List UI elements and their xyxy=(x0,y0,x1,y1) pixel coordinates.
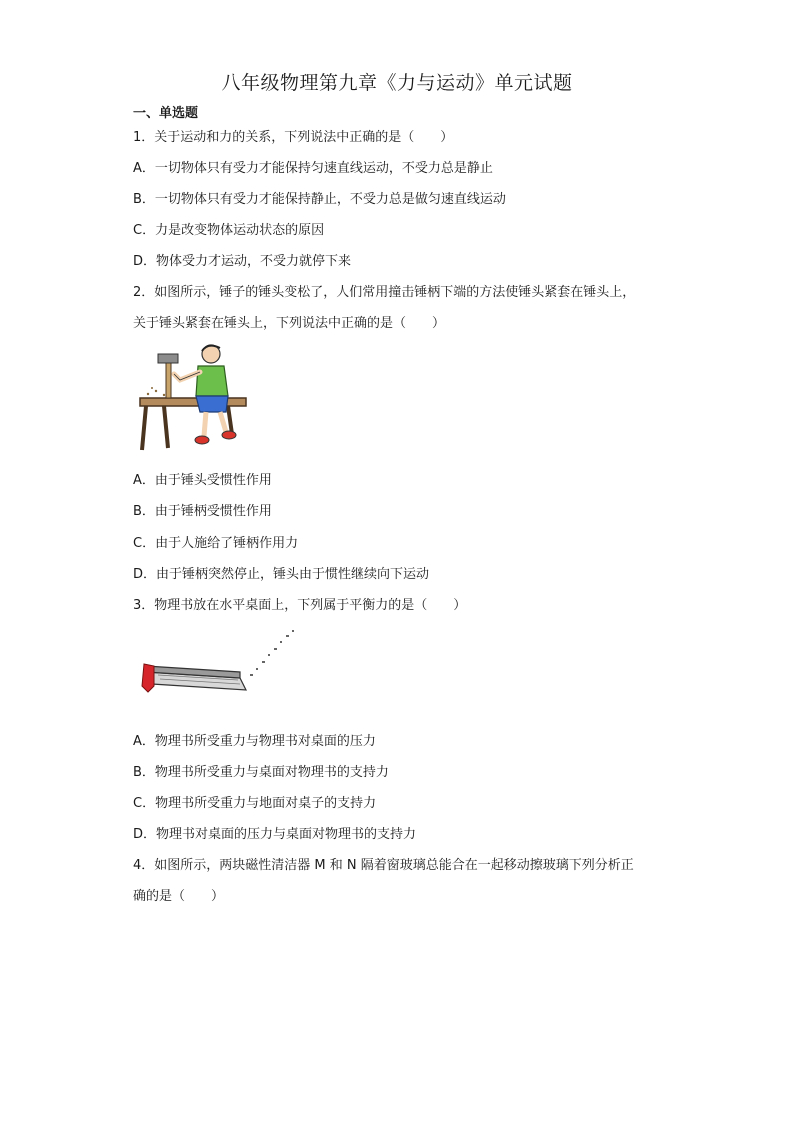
bench-top xyxy=(140,398,246,406)
question-2-option-d: D．由于锤柄突然停止，锤头由于惯性继续向下运动 xyxy=(133,567,430,582)
question-3-option-a: A．物理书所受重力与物理书对桌面的压力 xyxy=(133,734,376,749)
hammer-man-illustration xyxy=(134,342,252,454)
section-heading: 一、单选题 xyxy=(133,106,199,121)
bench-leg xyxy=(164,406,168,448)
question-2-option-b: B．由于锤柄受惯性作用 xyxy=(133,504,272,519)
question-3-stem: 3．物理书放在水平桌面上，下列属于平衡力的是（ ） xyxy=(133,598,467,613)
question-2-option-c: C．由于人施给了锤柄作用力 xyxy=(133,536,299,551)
question-2-stem-line-2: 关于锤头紧套在锤头上，下列说法中正确的是（ ） xyxy=(133,316,446,331)
question-4-stem-line-1: 4．如图所示，两块磁性清洁器 M 和 N 隔着窗玻璃总能合在一起移动擦玻璃下列分析正 xyxy=(133,858,634,873)
hammer-handle xyxy=(166,360,171,398)
question-3-option-d: D．物理书对桌面的压力与桌面对物理书的支持力 xyxy=(133,827,417,842)
man-shorts xyxy=(196,396,228,412)
man-shoe xyxy=(222,431,236,439)
physics-book-illustration xyxy=(138,628,300,702)
bench-leg xyxy=(142,406,146,450)
question-1-option-b: B．一切物体只有受力才能保持静止，不受力总是做匀速直线运动 xyxy=(133,192,506,207)
question-1-option-d: D．物体受力才运动，不受力就停下来 xyxy=(133,254,352,269)
page-title: 八年级物理第九章《力与运动》单元试题 xyxy=(221,72,573,94)
bench-leg xyxy=(228,406,232,434)
question-1-option-c: C．力是改变物体运动状态的原因 xyxy=(133,223,325,238)
question-3-option-c: C．物理书所受重力与地面对桌子的支持力 xyxy=(133,796,377,811)
hammer-head xyxy=(158,354,178,363)
question-1-stem: 1．关于运动和力的关系，下列说法中正确的是（ ） xyxy=(133,130,454,145)
man-shoe xyxy=(195,436,209,444)
question-2-option-a: A．由于锤头受惯性作用 xyxy=(133,473,272,488)
question-4-stem-line-2: 确的是（ ） xyxy=(133,889,225,904)
question-1-option-a: A．一切物体只有受力才能保持匀速直线运动，不受力总是静止 xyxy=(133,161,493,176)
question-3-option-b: B．物理书所受重力与桌面对物理书的支持力 xyxy=(133,765,389,780)
book-spine xyxy=(142,664,154,692)
question-2-stem-line-1: 2．如图所示，锤子的锤头变松了，人们常用撞击锤柄下端的方法使锤头紧套在锤头上， xyxy=(133,285,636,300)
